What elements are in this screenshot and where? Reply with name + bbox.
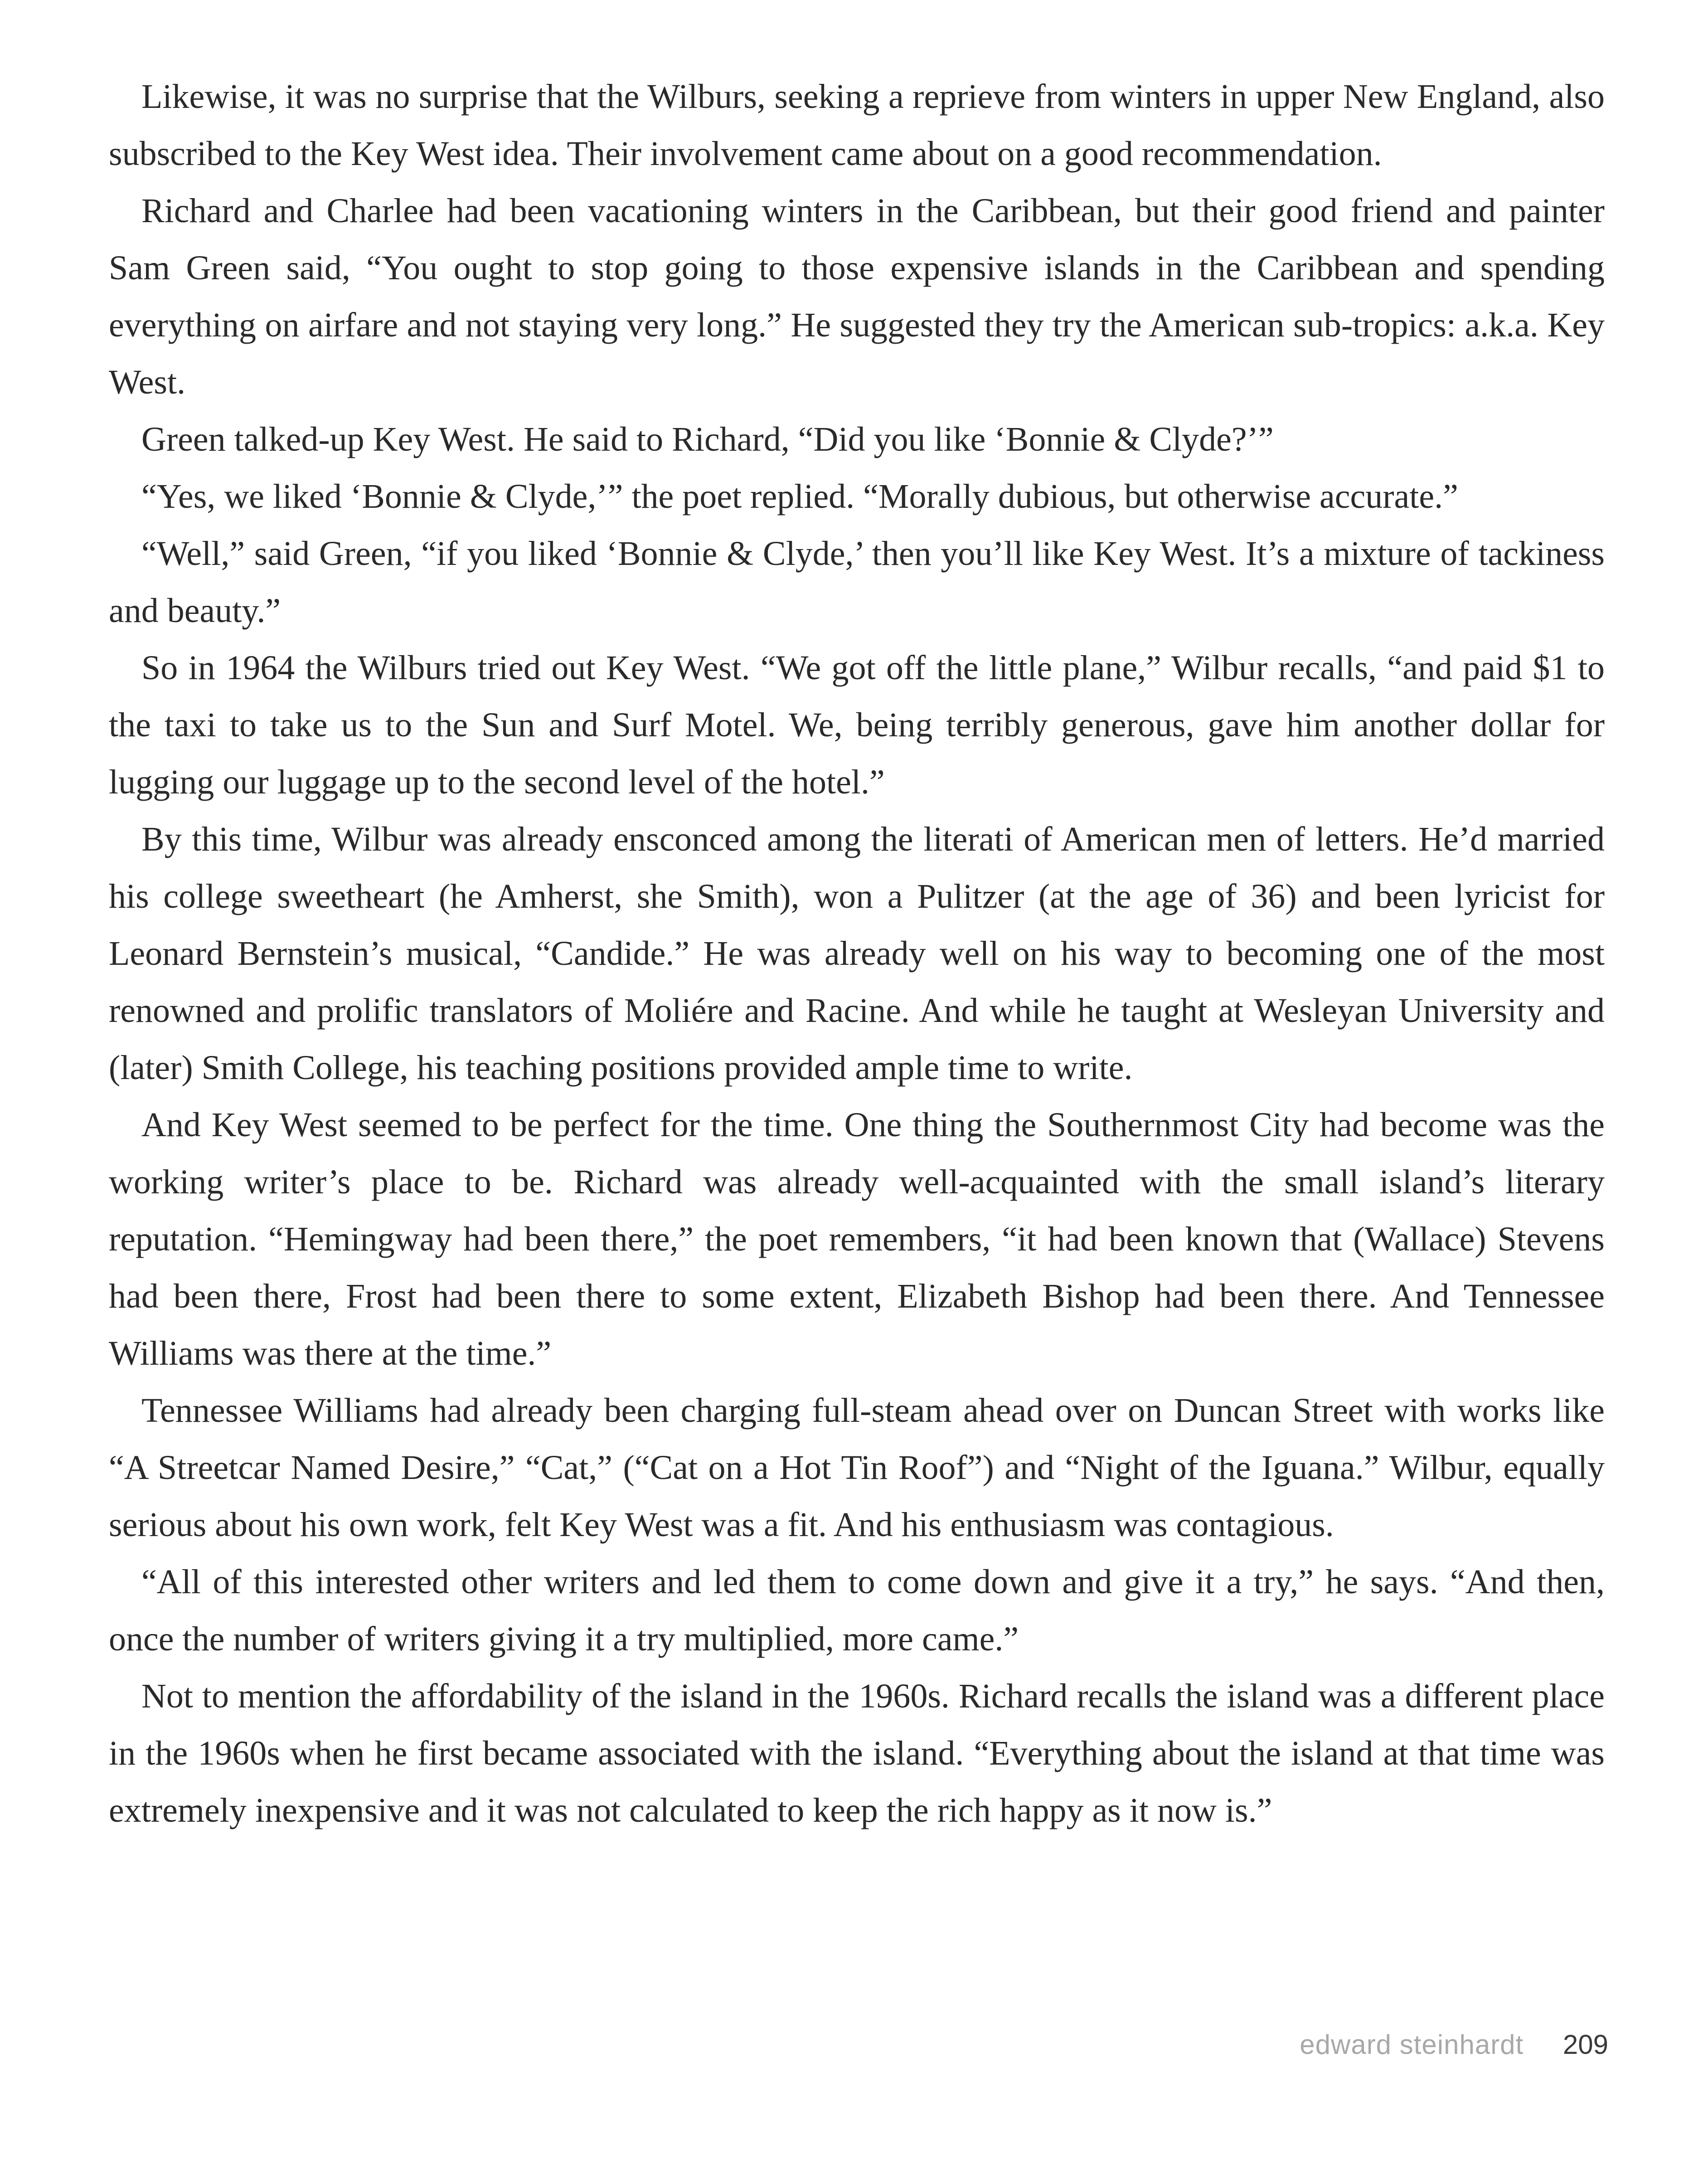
paragraph: “All of this interested other writers and led them to come down and give it a try,” he says. “And then, once the number of writers giving it a try multiplied, more came.” <box>109 1563 1605 1658</box>
paragraph: “Yes, we liked ‘Bonnie & Clyde,’” the poet replied. “Morally dubious, but otherwise accurate.” <box>141 477 1458 516</box>
body-text <box>109 68 1605 1839</box>
paragraph: By this time, Wilbur was already ensconced among the literati of American men of letters. He’d married his college sweetheart (he Amherst, she Smith), won a Pulitzer (at the age of 36) and been lyricist for Leonard Bernstein’s musical, “Candide.” He was already well on his way to becoming one of the most renowned and prolific translators of Moliére and Racine. And while he taught at Wesleyan University and (later) Smith College, his teaching positions provided ample time to write. <box>109 820 1605 1087</box>
running-footer-author: edward steinhardt <box>1300 2029 1524 2060</box>
paragraph: So in 1964 the Wilburs tried out Key West. “We got off the little plane,” Wilbur recalls, “and paid $1 to the taxi to take us to the Sun and Surf Motel. We, being terribly generous, gave him another dollar for lugging our luggage up to the second level of the hotel.” <box>109 649 1605 801</box>
paragraph: Tennessee Williams had already been charging full-steam ahead over on Duncan Street with works like “A Streetcar Named Desire,” “Cat,” (“Cat on a Hot Tin Roof”) and “Night of the Iguana.” Wilbur, equally serious about his own work, felt Key West was a fit. And his enthusiasm was contagious. <box>109 1391 1605 1544</box>
paragraph: And Key West seemed to be perfect for the time. One thing the Southernmost City had become was the working writer’s place to be. Richard was already well-acquainted with the small island’s literary reputation. “Hemingway had been there,” the poet remembers, “it had been known that (Wallace) Stevens had been there, Frost had been there to some extent, Elizabeth Bishop had been there. And Tennessee Williams was there at the time.” <box>109 1106 1605 1372</box>
paragraph: “Well,” said Green, “if you liked ‘Bonnie & Clyde,’ then you’ll like Key West. It’s a mixture of tackiness and beauty.” <box>109 535 1605 630</box>
page-number: 209 <box>1562 2029 1608 2060</box>
paragraph: Likewise, it was no surprise that the Wilburs, seeking a reprieve from winters in upper New England, also subscribed to the Key West idea. Their involvement came about on a good recommendation. <box>109 78 1605 173</box>
paragraph: Richard and Charlee had been vacationing winters in the Caribbean, but their good friend and painter Sam Green said, “You ought to stop going to those expensive islands in the Caribbean and spending everything on airfare and not staying very long.” He suggested they try the American sub-tropics: a.k.a. Key West. <box>109 192 1605 401</box>
page-footer <box>1300 2027 1608 2063</box>
paragraph: Not to mention the affordability of the island in the 1960s. Richard recalls the island was a different place in the 1960s when he first became associated with the island. “Everything about the island at that time was extremely inexpensive and it was not calculated to keep the rich happy as it now is.” <box>109 1677 1605 1829</box>
paragraph: Green talked-up Key West. He said to Richard, “Did you like ‘Bonnie & Clyde?’” <box>141 420 1274 458</box>
